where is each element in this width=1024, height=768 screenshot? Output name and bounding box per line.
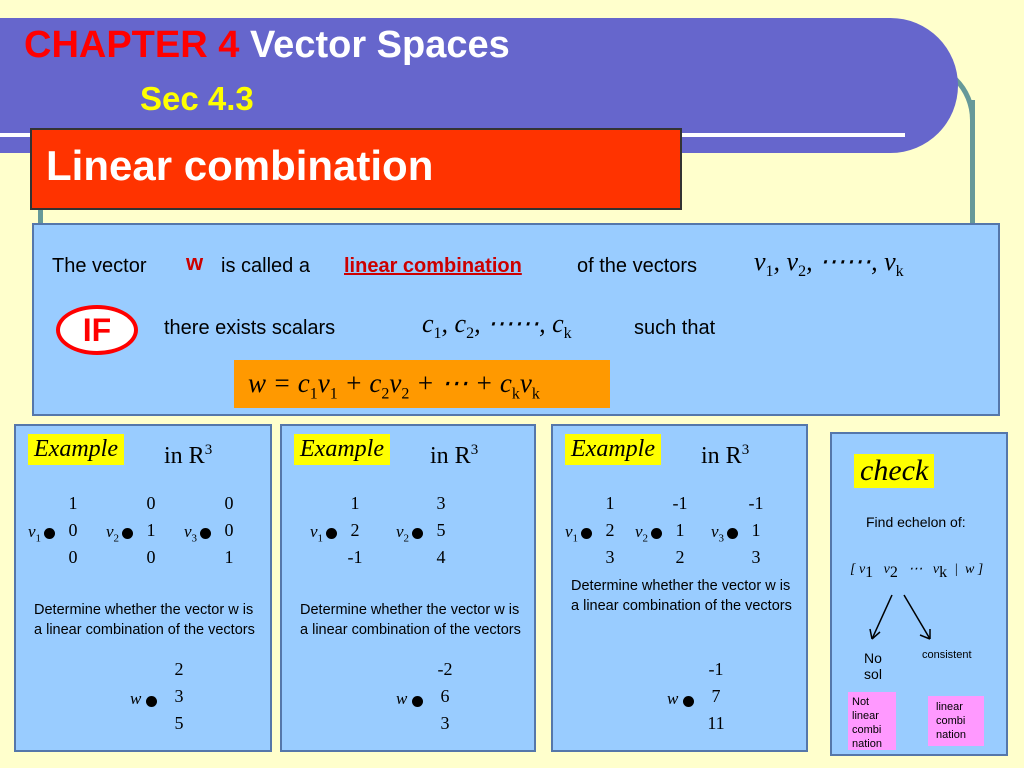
vectors-list: $v_1$, $v_2$, ⋯⋯, $v_k$	[754, 247, 904, 281]
vector-component: -2	[437, 659, 453, 679]
decorative-frame-right	[970, 100, 975, 230]
column-vector	[424, 490, 458, 571]
column-vector	[56, 490, 90, 571]
such-that-text: such that	[634, 317, 716, 339]
vector-component: 5	[174, 713, 184, 733]
definition-mid: is called a	[221, 255, 310, 277]
vector-component: 6	[440, 686, 450, 706]
space-dimension: 3	[470, 442, 479, 458]
example-label: Example	[294, 434, 390, 465]
vector-component: 0	[224, 493, 234, 513]
vector-component: 1	[675, 520, 685, 540]
vector-component: 2	[174, 659, 184, 679]
augmented-matrix: [ $v_1$ $v_2$ ⋯ $v_k$ | w ]	[850, 562, 984, 581]
example-label: Example	[565, 434, 661, 465]
column-vector	[663, 490, 697, 571]
space-text: in R	[701, 443, 742, 469]
vector-index: 1	[35, 532, 42, 545]
vector-index: 2	[113, 532, 120, 545]
definition-suffix: of the vectors	[577, 255, 698, 277]
not-lc-text: Not linear combi nation	[852, 696, 882, 750]
consistent-text: consistent	[922, 649, 972, 661]
space-dimension: 3	[204, 442, 213, 458]
lc-box	[928, 696, 984, 746]
w-column-vector	[699, 656, 733, 737]
vector-index: 3	[191, 532, 198, 545]
vector-label	[565, 522, 578, 544]
vector-component: 2	[675, 547, 685, 567]
vector-index: 2	[403, 532, 410, 545]
definition-panel	[32, 223, 1000, 416]
column-vector	[212, 490, 246, 571]
example-label: Example	[28, 434, 124, 465]
vector-index: 1	[317, 532, 324, 545]
equals-bullet	[412, 696, 423, 707]
vector-label	[310, 522, 323, 544]
equals-bullet	[200, 528, 211, 539]
not-lc-box	[848, 692, 896, 750]
vector-label	[635, 522, 648, 544]
space-label	[164, 442, 212, 470]
equals-bullet	[412, 528, 423, 539]
equals-bullet	[683, 696, 694, 707]
lc-text: linear combi nation	[936, 701, 966, 741]
chapter-label: CHAPTER 4	[24, 24, 240, 66]
equals-bullet	[651, 528, 662, 539]
vector-name: v	[28, 522, 36, 541]
vector-component: 1	[350, 493, 360, 513]
vector-name: v	[711, 522, 719, 541]
vector-component: 5	[436, 520, 446, 540]
topic-title: Linear combination	[46, 142, 434, 189]
vector-index: 2	[642, 532, 649, 545]
check-label: check	[854, 454, 934, 488]
equation: $w = c_1v_1 + c_2v_2$ + ⋯ + $c_kv_k$	[248, 368, 540, 403]
vector-component: 0	[68, 520, 78, 540]
vector-component: 0	[68, 547, 78, 567]
space-label	[701, 442, 749, 470]
example-question: Determine whether the vector w is a linear combination of the vectors	[571, 578, 792, 614]
check-panel	[830, 432, 1008, 756]
w-label: w	[396, 689, 408, 708]
definition-prefix: The vector	[52, 255, 147, 277]
subject-label: Vector Spaces	[249, 24, 510, 66]
vector-component: 1	[605, 493, 615, 513]
vector-name: v	[396, 522, 404, 541]
vector-component: 0	[224, 520, 234, 540]
vector-component: 1	[68, 493, 78, 513]
scalars-list: $c_1$, $c_2$, ⋯⋯, $c_k$	[422, 309, 572, 343]
vector-component: 3	[174, 686, 184, 706]
topic-box	[30, 128, 682, 210]
example-question: Determine whether the vector w is a linear combination of the vectors	[34, 602, 255, 638]
vector-component: 3	[440, 713, 450, 733]
vector-component: 7	[711, 686, 721, 706]
vector-component: -1	[708, 659, 724, 679]
column-vector	[593, 490, 627, 571]
no-sol-text: No sol	[864, 650, 882, 682]
branch-arrows	[832, 589, 1010, 649]
vector-name: v	[565, 522, 573, 541]
vector-component: -1	[347, 547, 363, 567]
column-vector	[739, 490, 773, 571]
vector-component: 1	[751, 520, 761, 540]
example-panel-3	[551, 424, 808, 752]
example-panel-2	[280, 424, 536, 752]
vector-component: 1	[146, 520, 156, 540]
vector-index: 1	[572, 532, 579, 545]
equals-bullet	[122, 528, 133, 539]
vector-component: 2	[350, 520, 360, 540]
equals-bullet	[326, 528, 337, 539]
vector-label	[28, 522, 41, 544]
vector-component: 1	[224, 547, 234, 567]
vector-component: -1	[672, 493, 688, 513]
equation-box	[234, 360, 610, 408]
vector-component: -1	[748, 493, 764, 513]
vector-component: 11	[707, 713, 725, 733]
slide-title	[24, 24, 510, 67]
vector-index: 3	[718, 532, 725, 545]
space-dimension: 3	[741, 442, 750, 458]
vector-label	[106, 522, 119, 544]
vector-name: v	[310, 522, 318, 541]
vector-component: 3	[751, 547, 761, 567]
vector-label	[711, 522, 724, 544]
scalars-text: there exists scalars	[164, 317, 336, 339]
example-question: Determine whether the vector w is a linear combination of the vectors	[300, 602, 521, 638]
vector-component: 0	[146, 547, 156, 567]
space-label	[430, 442, 478, 470]
vector-label	[396, 522, 409, 544]
vector-component: 4	[436, 547, 446, 567]
vector-component: 3	[436, 493, 446, 513]
column-vector	[338, 490, 372, 571]
if-badge: IF	[56, 305, 138, 355]
section-label: Sec 4.3	[140, 80, 254, 117]
example-panel-1	[14, 424, 272, 752]
vector-component: 0	[146, 493, 156, 513]
column-vector	[134, 490, 168, 571]
equals-bullet	[727, 528, 738, 539]
space-text: in R	[430, 443, 471, 469]
w-column-vector	[428, 656, 462, 737]
definition-w: w	[186, 250, 204, 275]
equals-bullet	[146, 696, 157, 707]
vector-component: 2	[605, 520, 615, 540]
w-label: w	[130, 689, 142, 708]
equals-bullet	[44, 528, 55, 539]
vector-name: v	[635, 522, 643, 541]
vector-name: v	[106, 522, 114, 541]
vector-component: 3	[605, 547, 615, 567]
w-column-vector	[162, 656, 196, 737]
vector-label	[184, 522, 197, 544]
w-label: w	[667, 689, 679, 708]
vector-name: v	[184, 522, 192, 541]
linear-combination-term: linear combination	[344, 255, 522, 277]
equals-bullet	[581, 528, 592, 539]
space-text: in R	[164, 443, 205, 469]
echelon-instruction: Find echelon of:	[866, 514, 966, 530]
